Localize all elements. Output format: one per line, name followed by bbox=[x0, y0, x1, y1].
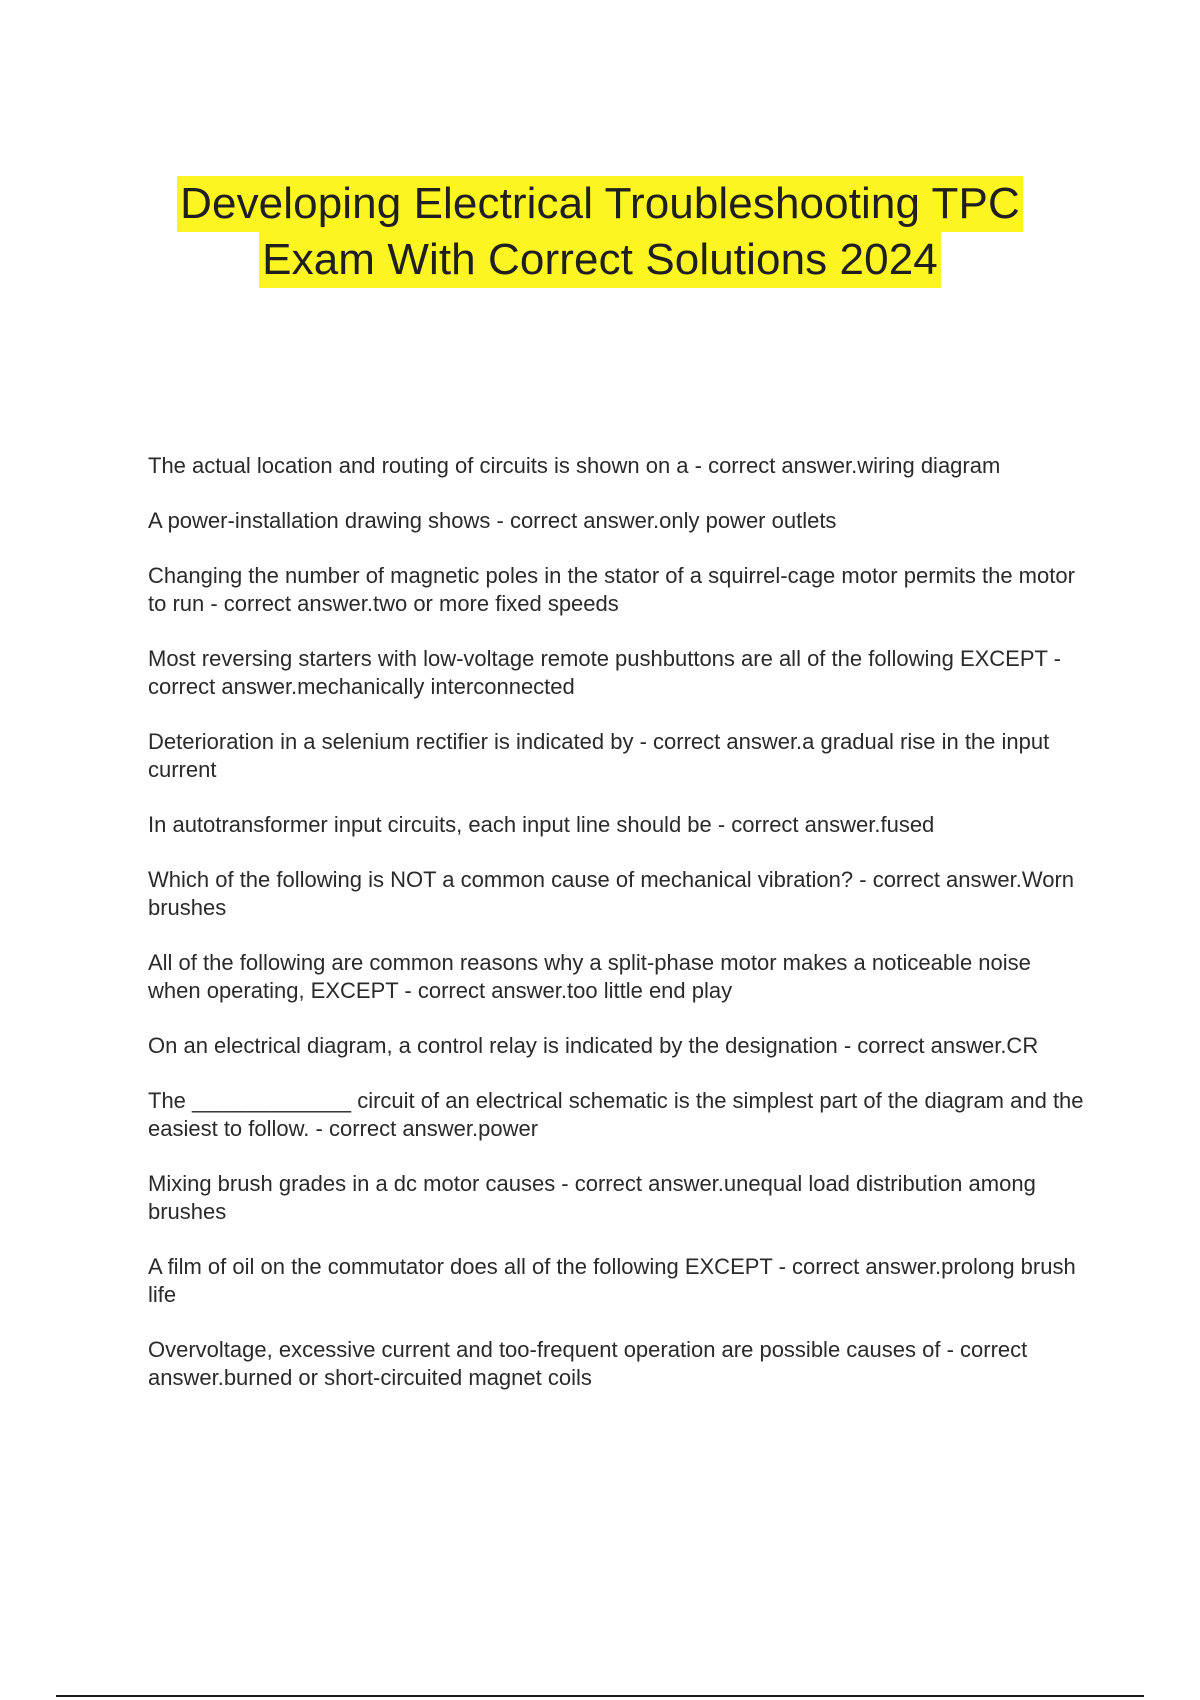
qa-item: Changing the number of magnetic poles in the stator of a squirrel-cage motor permits the motor to run - correct answer.two or more fixed speeds bbox=[148, 563, 1075, 616]
qa-list bbox=[148, 452, 1088, 1419]
qa-item: Which of the following is NOT a common cause of mechanical vibration? - correct answer.Worn brushes bbox=[148, 867, 1075, 920]
qa-item: Mixing brush grades in a dc motor causes - correct answer.unequal load distribution among brushes bbox=[148, 1171, 1036, 1224]
qa-item: In autotransformer input circuits, each input line should be - correct answer.fused bbox=[148, 812, 935, 837]
qa-item: The _____________ circuit of an electrical schematic is the simplest part of the diagram and the easiest to follow. - correct answer.power bbox=[148, 1088, 1084, 1141]
qa-item: On an electrical diagram, a control relay is indicated by the designation - correct answer.CR bbox=[148, 1033, 1039, 1058]
document-title bbox=[0, 176, 1200, 288]
title-line-1: Developing Electrical Troubleshooting TPC bbox=[177, 176, 1023, 232]
qa-item: Most reversing starters with low-voltage remote pushbuttons are all of the following EXCEPT - correct answer.mechanically interconnected bbox=[148, 646, 1061, 699]
qa-item: A power-installation drawing shows - correct answer.only power outlets bbox=[148, 508, 837, 533]
qa-item: Deterioration in a selenium rectifier is indicated by - correct answer.a gradual rise in the input current bbox=[148, 729, 1050, 782]
qa-item: A film of oil on the commutator does all of the following EXCEPT - correct answer.prolong brush life bbox=[148, 1254, 1076, 1307]
qa-item: All of the following are common reasons why a split-phase motor makes a noticeable noise when operating, EXCEPT - correct answer.too little end play bbox=[148, 950, 1031, 1003]
title-line-2: Exam With Correct Solutions 2024 bbox=[259, 232, 941, 288]
bottom-divider bbox=[56, 1695, 1144, 1697]
qa-item: The actual location and routing of circuits is shown on a - correct answer.wiring diagram bbox=[148, 453, 1001, 478]
qa-item: Overvoltage, excessive current and too-frequent operation are possible causes of - correct answer.burned or short-circuited magnet coils bbox=[148, 1337, 1028, 1390]
